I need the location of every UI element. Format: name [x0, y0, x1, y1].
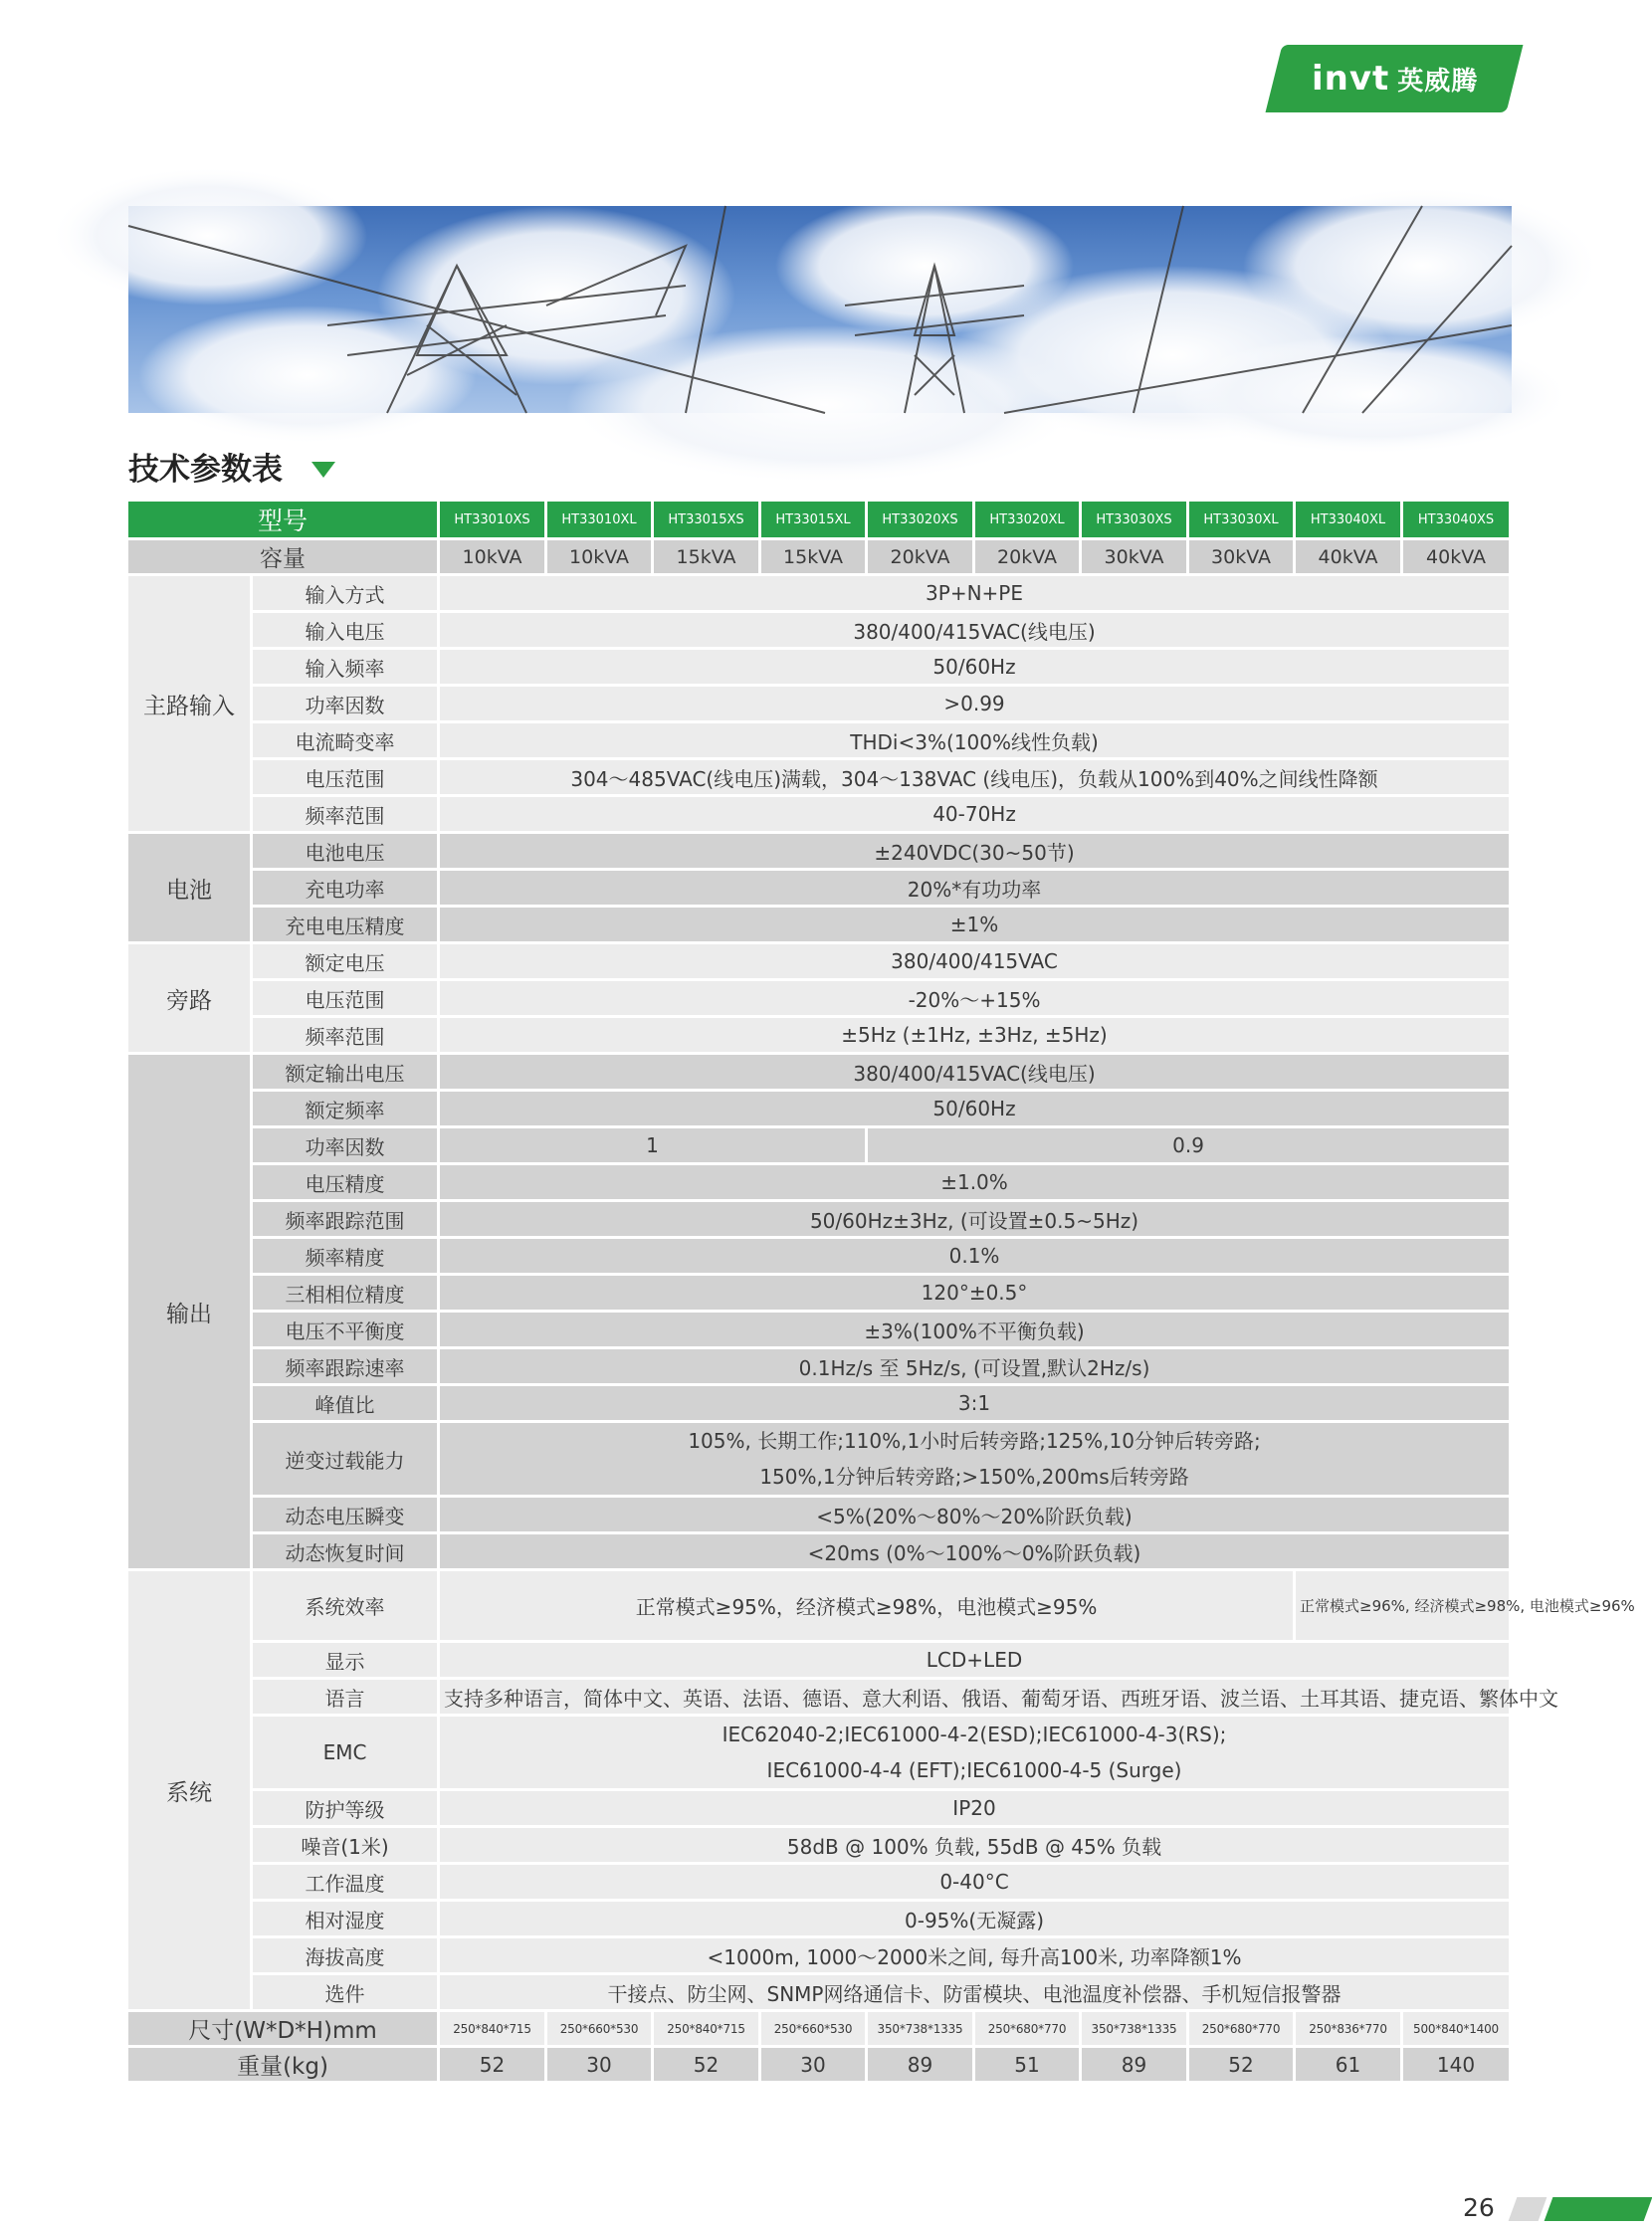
param-value: 干接点、防尘网、SNMP网络通信卡、防雷模块、电池温度补偿器、手机短信报警器 — [440, 1975, 1512, 2012]
weight-cell: 51 — [975, 2048, 1082, 2084]
group-system: 系统 — [128, 1571, 253, 2012]
param-value: 支持多种语言，简体中文、英语、法语、德语、意大利语、俄语、葡萄牙语、西班牙语、波兰语、土耳其语、捷克语、繁体中文 — [440, 1680, 1512, 1717]
section-title: 技术参数表 — [128, 452, 283, 488]
param-value: 0.9 — [868, 1128, 1512, 1165]
group-output: 输出 — [128, 1055, 253, 1571]
param-value: ±1.0% — [440, 1165, 1512, 1202]
param-value: LCD+LED — [440, 1643, 1512, 1680]
param-label: 防护等级 — [253, 1791, 440, 1828]
dimensions-row — [128, 2012, 1512, 2048]
weight-cell: 52 — [1189, 2048, 1296, 2084]
param-label: 动态电压瞬变 — [253, 1498, 440, 1534]
param-label: 噪音(1米) — [253, 1828, 440, 1865]
param-value: 40-70Hz — [440, 797, 1512, 834]
emc-line-1: IEC62040-2;IEC61000-4-2(ESD);IEC61000-4-3(RS); — [722, 1723, 1227, 1746]
param-label: 频率跟踪速率 — [253, 1349, 440, 1386]
param-label: 频率精度 — [253, 1239, 440, 1276]
param-value: ±5Hz (±1Hz, ±3Hz, ±5Hz) — [440, 1018, 1512, 1055]
model-cell: HT33040XS — [1403, 502, 1512, 540]
param-value: 3P+N+PE — [440, 576, 1512, 613]
weight-cell: 89 — [1082, 2048, 1189, 2084]
param-value: <1000m, 1000～2000米之间, 每升高100米, 功率降额1% — [440, 1938, 1512, 1975]
param-label: 频率范围 — [253, 1018, 440, 1055]
param-label: 频率范围 — [253, 797, 440, 834]
param-value: 58dB @ 100% 负载, 55dB @ 45% 负载 — [440, 1828, 1512, 1865]
page-tab-grey — [1509, 2197, 1548, 2221]
logo-text: invt — [1312, 59, 1390, 99]
weight-cell: 52 — [654, 2048, 761, 2084]
param-label: 频率跟踪范围 — [253, 1202, 440, 1239]
param-label: 电流畸变率 — [253, 723, 440, 760]
weight-cell: 30 — [547, 2048, 654, 2084]
group-main-input: 主路输入 — [128, 576, 253, 834]
capacity-cell: 20kVA — [975, 540, 1082, 576]
banner-image — [128, 206, 1512, 413]
dimension-cell: 250*660*530 — [547, 2012, 654, 2048]
model-cell: HT33010XL — [547, 502, 654, 540]
param-value: <5%(20%～80%～20%阶跃负载) — [440, 1498, 1512, 1534]
overload-line-1: 105%, 长期工作;110%,1小时后转旁路;125%,10分钟后转旁路; — [688, 1429, 1261, 1453]
param-value: 380/400/415VAC(线电压) — [440, 613, 1512, 650]
param-value: 0.1Hz/s 至 5Hz/s, (可设置,默认2Hz/s) — [440, 1349, 1512, 1386]
model-cell: HT33020XL — [975, 502, 1082, 540]
param-label: 电压范围 — [253, 981, 440, 1018]
capacity-cell: 15kVA — [761, 540, 868, 576]
page-tab-green — [1545, 2197, 1652, 2221]
capacity-row — [128, 540, 1512, 576]
param-value: 3:1 — [440, 1386, 1512, 1423]
param-note: 正常模式≥96%, 经济模式≥98%, 电池模式≥96% — [1296, 1571, 1512, 1643]
brand-logo — [1274, 45, 1515, 112]
param-label: 选件 — [253, 1975, 440, 2012]
param-label: 相对湿度 — [253, 1902, 440, 1938]
param-value: ±1% — [440, 908, 1512, 944]
capacity-cell: 30kVA — [1189, 540, 1296, 576]
weight-label: 重量(kg) — [128, 2048, 440, 2084]
weight-cell: 140 — [1403, 2048, 1512, 2084]
weight-cell: 89 — [868, 2048, 975, 2084]
overload-line-2: 150%,1分钟后转旁路;>150%,200ms后转旁路 — [759, 1465, 1189, 1489]
dimension-cell: 350*738*1335 — [868, 2012, 975, 2048]
dimension-cell: 350*738*1335 — [1082, 2012, 1189, 2048]
param-label: 电压不平衡度 — [253, 1313, 440, 1349]
model-cell: HT33030XL — [1189, 502, 1296, 540]
dimension-cell: 250*836*770 — [1296, 2012, 1403, 2048]
param-value: 304～485VAC(线电压)满载，304～138VAC (线电压)，负载从100%到40%之间线性降额 — [440, 760, 1512, 797]
param-label: 动态恢复时间 — [253, 1534, 440, 1571]
logo-cn-text: 英威腾 — [1397, 67, 1479, 97]
capacity-cell: 15kVA — [654, 540, 761, 576]
param-value: 0.1% — [440, 1239, 1512, 1276]
param-label: 语言 — [253, 1680, 440, 1717]
param-label: 电压精度 — [253, 1165, 440, 1202]
model-header-row — [128, 502, 1512, 540]
param-label: 电压范围 — [253, 760, 440, 797]
capacity-cell: 30kVA — [1082, 540, 1189, 576]
param-label: 逆变过载能力 — [253, 1423, 440, 1498]
param-value: 380/400/415VAC(线电压) — [440, 1055, 1512, 1092]
param-label: EMC — [253, 1717, 440, 1791]
model-cell: HT33015XL — [761, 502, 868, 540]
param-label: 峰值比 — [253, 1386, 440, 1423]
dimension-cell: 250*840*715 — [654, 2012, 761, 2048]
param-value: 0-40°C — [440, 1865, 1512, 1902]
weight-cell: 61 — [1296, 2048, 1403, 2084]
capacity-cell: 10kVA — [440, 540, 547, 576]
param-label: 额定输出电压 — [253, 1055, 440, 1092]
dimension-cell: 250*660*530 — [761, 2012, 868, 2048]
model-cell: HT33030XS — [1082, 502, 1189, 540]
param-value: ±3%(100%不平衡负载) — [440, 1313, 1512, 1349]
capacity-cell: 20kVA — [868, 540, 975, 576]
group-battery: 电池 — [128, 834, 253, 944]
param-label: 系统效率 — [253, 1571, 440, 1643]
param-value: ±240VDC(30~50节) — [440, 834, 1512, 871]
param-value: IP20 — [440, 1791, 1512, 1828]
model-cell: HT33040XL — [1296, 502, 1403, 540]
param-value: 50/60Hz — [440, 1092, 1512, 1128]
param-value: <20ms (0%～100%～0%阶跃负载) — [440, 1534, 1512, 1571]
param-value: >0.99 — [440, 687, 1512, 723]
param-label: 输入电压 — [253, 613, 440, 650]
param-value: 380/400/415VAC — [440, 944, 1512, 981]
group-bypass: 旁路 — [128, 944, 253, 1055]
param-value: -20%～+15% — [440, 981, 1512, 1018]
param-label: 显示 — [253, 1643, 440, 1680]
model-label: 型号 — [128, 502, 440, 540]
param-value — [440, 1423, 1512, 1498]
weight-cell: 52 — [440, 2048, 547, 2084]
param-value: THDi<3%(100%线性负载) — [440, 723, 1512, 760]
param-value — [440, 1717, 1512, 1791]
capacity-cell: 40kVA — [1296, 540, 1403, 576]
capacity-cell: 10kVA — [547, 540, 654, 576]
dimension-cell: 250*680*770 — [975, 2012, 1082, 2048]
param-value: 50/60Hz±3Hz, (可设置±0.5~5Hz) — [440, 1202, 1512, 1239]
capacity-label: 容量 — [128, 540, 440, 576]
param-label: 充电功率 — [253, 871, 440, 908]
param-label: 充电电压精度 — [253, 908, 440, 944]
dimensions-label: 尺寸(W*D*H)mm — [128, 2012, 440, 2048]
page-number: 26 — [1463, 2193, 1495, 2222]
param-label: 额定频率 — [253, 1092, 440, 1128]
param-label: 三相相位精度 — [253, 1276, 440, 1313]
param-label: 输入频率 — [253, 650, 440, 687]
triangle-down-icon — [311, 462, 335, 478]
weight-row — [128, 2048, 1512, 2084]
param-label: 功率因数 — [253, 1128, 440, 1165]
param-label: 输入方式 — [253, 576, 440, 613]
weight-cell: 30 — [761, 2048, 868, 2084]
model-cell: HT33010XS — [440, 502, 547, 540]
param-value: 20%*有功功率 — [440, 871, 1512, 908]
capacity-cell: 40kVA — [1403, 540, 1512, 576]
spec-table — [128, 502, 1635, 2084]
dimension-cell: 250*840*715 — [440, 2012, 547, 2048]
param-label: 功率因数 — [253, 687, 440, 723]
param-value: 正常模式≥95%，经济模式≥98%，电池模式≥95% — [440, 1571, 1296, 1643]
param-label: 额定电压 — [253, 944, 440, 981]
param-value: 120°±0.5° — [440, 1276, 1512, 1313]
param-label: 海拔高度 — [253, 1938, 440, 1975]
dimension-cell: 250*680*770 — [1189, 2012, 1296, 2048]
param-value: 50/60Hz — [440, 650, 1512, 687]
param-label: 电池电压 — [253, 834, 440, 871]
param-value: 0-95%(无凝露) — [440, 1902, 1512, 1938]
emc-line-2: IEC61000-4-4 (EFT);IEC61000-4-5 (Surge) — [766, 1758, 1182, 1782]
param-label: 工作温度 — [253, 1865, 440, 1902]
param-value: 1 — [440, 1128, 868, 1165]
model-cell: HT33020XS — [868, 502, 975, 540]
dimension-cell: 500*840*1400 — [1403, 2012, 1512, 2048]
model-cell: HT33015XS — [654, 502, 761, 540]
